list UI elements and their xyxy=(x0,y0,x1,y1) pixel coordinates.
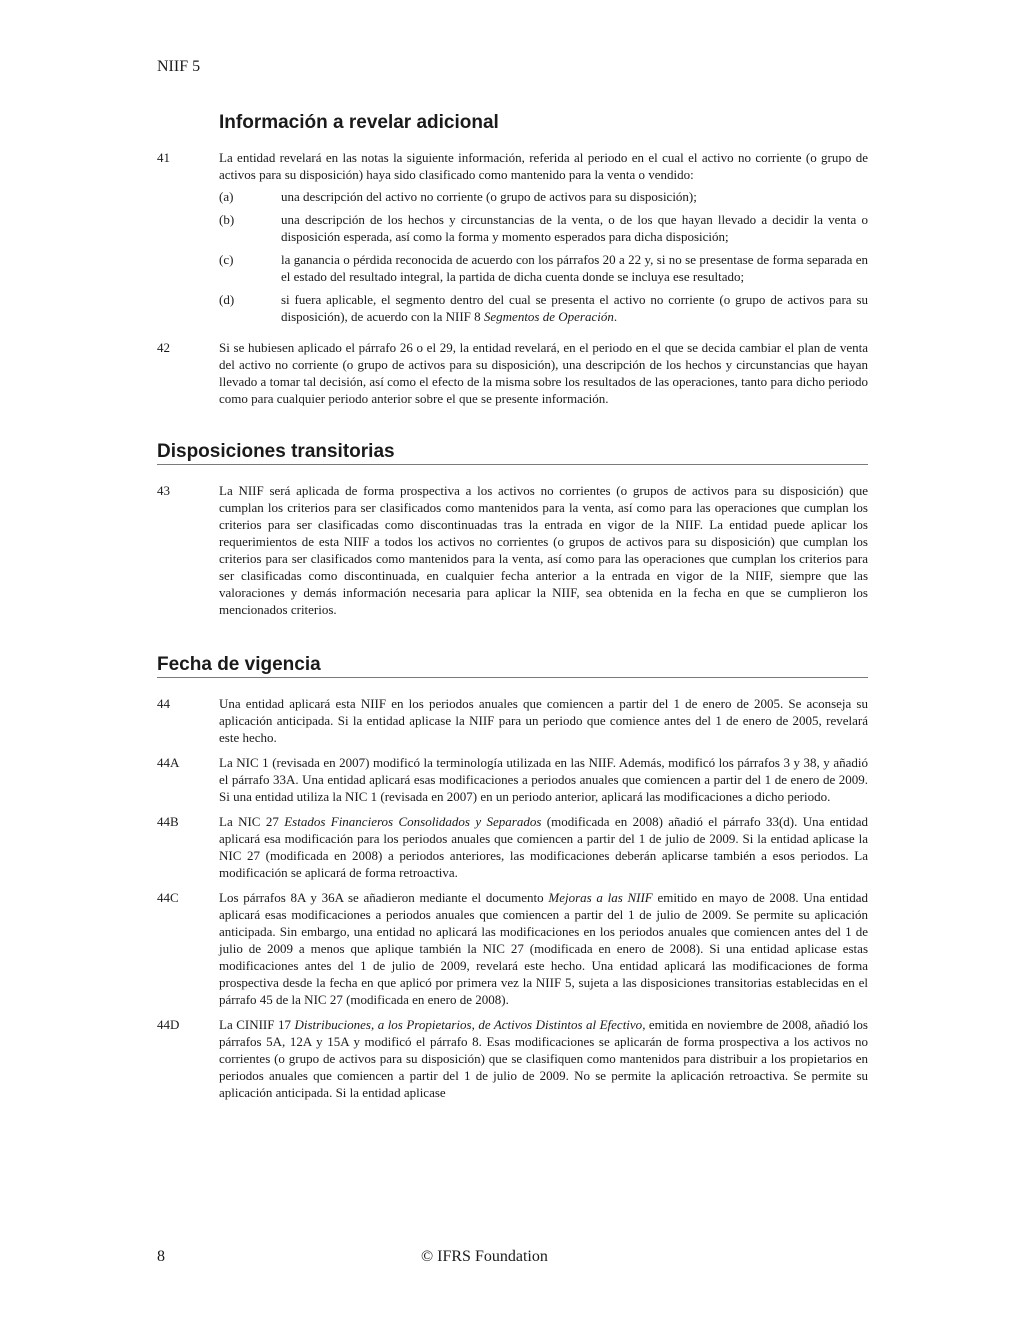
item-label: (a) xyxy=(219,189,234,204)
list-item-a xyxy=(219,188,868,205)
paragraph-body xyxy=(219,149,868,331)
item-text xyxy=(281,291,868,325)
paragraph-41 xyxy=(157,149,868,331)
paragraph-number: 43 xyxy=(157,483,170,498)
running-header: NIIF 5 xyxy=(157,58,201,75)
paragraph-text-end: emitido en mayo de 2008. Una entidad aplicará esas modificaciones a periodos anuales que comiencen a partir del 1 de julio de 2009. Se permite su aplicación anticipada. Sin embargo, una entidad no aplicará las modificaciones en los periodos anuales que comiencen antes del 1 de julio de 2009 a menos que aplique también la NIC 27 (modificada en enero de 2008). Si una entidad aplicase estas modificaciones antes del 1 de julio de 2009, revelará este hecho. Una entidad aplicará las modificaciones de forma prospectiva desde la fecha en que aplicó por primera vez la NIIF 5, sujeta a las disposiciones transitorias establecidas en el párrafo 45 de la NIC 27 (modificada en enero de 2008). xyxy=(219,890,868,1007)
page-content xyxy=(157,112,868,1109)
paragraph-text-start: La CINIIF 17 xyxy=(219,1017,295,1032)
paragraph-body: Si se hubiesen aplicado el párrafo 26 o el 29, la entidad revelará, en el periodo en el que se decida cambiar el plan de venta del activo no corriente (o grupo de activos para su disposición), una descripción de los hechos y circunstancias que hayan llevado a tomar tal decisión, así como el efecto de la misma sobre los resultados de las operaciones, tanto para dicho periodo como para cualquier periodo anterior sobre el que se presente información. xyxy=(219,340,868,406)
paragraph-text-italic: Estados Financieros Consolidados y Separados xyxy=(284,814,542,829)
item-text: la ganancia o pérdida reconocida de acuerdo con los párrafos 20 a 22 y, si no se presentase de forma separada en el estado del resultado integral, la partida de dicha cuenta donde se incluya ese resultado; xyxy=(281,252,868,284)
paragraph-body: La NIIF será aplicada de forma prospectiva a los activos no corrientes (o grupos de activos para su disposición) que cumplan los criterios para ser clasificados como mantenidos para la venta, así como para las operaciones que cumplan los criterios para ser clasificadas como discontinuadas tras la entrada en vigor de la NIIF. La entidad puede aplicar los requerimientos de esta NIIF a todos los activos no corrientes (o grupos de activos para su disposición) que cumplan los criterios para ser clasificados como mantenidos para la venta, así como para las operaciones que cumplan los criterios para ser clasificadas como discontinuada, en cualquier fecha anterior a la entrada en vigor de la NIIF, siempre que las valoraciones y demás información necesaria para aplicar la NIIF, sea obtenida en la fecha en que se cumplieron los mencionados criterios. xyxy=(219,483,868,617)
paragraph-44 xyxy=(157,695,868,746)
item-label: (c) xyxy=(219,252,234,267)
heading-informacion-adicional: Información a revelar adicional xyxy=(219,112,499,133)
list-item-d xyxy=(219,291,868,325)
heading-disposiciones-transitorias: Disposiciones transitorias xyxy=(157,441,868,465)
paragraph-44b xyxy=(157,813,868,881)
paragraph-44c xyxy=(157,889,868,1008)
paragraph-number: 44B xyxy=(157,814,179,829)
page-number: 8 xyxy=(157,1248,165,1265)
paragraph-number: 42 xyxy=(157,340,170,355)
item-text: una descripción de los hechos y circunstancias de la venta, o de los que hayan llevado a decidir la venta o disposición esperada, así como la forma y momento esperados para dicha disposición; xyxy=(281,212,868,244)
item-text-end: . xyxy=(613,309,618,324)
paragraph-43 xyxy=(157,482,868,618)
paragraph-number: 44C xyxy=(157,890,179,905)
paragraph-number: 44D xyxy=(157,1017,180,1032)
paragraph-number: 41 xyxy=(157,150,170,165)
list-item-b xyxy=(219,211,868,245)
paragraph-body xyxy=(219,1016,868,1101)
item-list xyxy=(219,188,868,325)
paragraph-text-start: La NIC 27 xyxy=(219,814,285,829)
item-label: (b) xyxy=(219,212,235,227)
item-text: una descripción del activo no corriente (o grupo de activos para su disposición); xyxy=(281,189,697,204)
paragraph-number: 44 xyxy=(157,696,170,711)
paragraph-body xyxy=(219,813,868,881)
paragraph-number: 44A xyxy=(157,755,180,770)
paragraph-text-italic: Mejoras a las NIIF xyxy=(548,890,653,905)
paragraph-body: La NIC 1 (revisada en 2007) modificó la terminología utilizada en las NIIF. Además, modificó los párrafos 3 y 38, y añadió el párrafo 33A. Una entidad aplicará esas modificaciones a periodos anuales que comiencen a partir del 1 de enero de 2009. Si una entidad utiliza la NIC 1 (revisada en 2007) en un periodo anterior, aplicará las modificaciones a dicho periodo. xyxy=(219,755,868,804)
paragraph-42 xyxy=(157,339,868,407)
paragraph-body xyxy=(219,889,868,1008)
item-label: (d) xyxy=(219,292,235,307)
paragraph-text-italic: Distribuciones, a los Propietarios, de Activos Distintos al Efectivo xyxy=(294,1017,643,1032)
item-text-start: si fuera aplicable, el segmento dentro del cual se presenta el activo no corriente (o grupo de activos para su disposición), de acuerdo con la NIIF 8 xyxy=(281,292,868,324)
copyright-notice: © IFRS Foundation xyxy=(421,1248,548,1265)
list-item-c xyxy=(219,251,868,285)
paragraph-text-end: , emitida en noviembre de 2008, añadió los párrafos 5A, 12A y 15A y modificó el párrafo 8. Esas modificaciones se aplicarán de forma prospectiva a los activos no corrientes (o grupo de activos para su disposición) que se clasifiquen como mantenidos para distribuir a los propietarios en periodos anuales que comiencen a partir del 1 de julio de 2009. No se permite la aplicación retroactiva. Se permite su aplicación anticipada. Si la entidad aplicase xyxy=(219,1017,868,1100)
item-text-italic: Segmentos de Operación xyxy=(483,309,614,324)
heading-fecha-de-vigencia: Fecha de vigencia xyxy=(157,654,868,678)
paragraph-body: Una entidad aplicará esta NIIF en los periodos anuales que comiencen a partir del 1 de enero de 2005. Se aconseja su aplicación anticipada. Si la entidad aplicase la NIIF para un periodo que comience antes del 1 de enero de 2005, revelará este hecho. xyxy=(219,696,868,745)
paragraph-text-start: Los párrafos 8A y 36A se añadieron mediante el documento xyxy=(219,890,549,905)
paragraph-44d xyxy=(157,1016,868,1101)
paragraph-text-end: (modificada en 2008) añadió el párrafo 33(d). Una entidad aplicará esa modificación para los periodos anuales que comiencen a partir del 1 de julio de 2009. Si la entidad aplicase la NIC 27 (modificada en 2008) a periodos anteriores, las modificaciones deberán aplicarse también a esos periodos. La modificación se aplicará de forma retroactiva. xyxy=(219,814,869,880)
paragraph-intro: La entidad revelará en las notas la siguiente información, referida al periodo en el cual el activo no corriente (o grupo de activos para su disposición) haya sido clasificado como mantenido para la venta o vendido: xyxy=(219,150,868,182)
paragraph-44a xyxy=(157,754,868,805)
